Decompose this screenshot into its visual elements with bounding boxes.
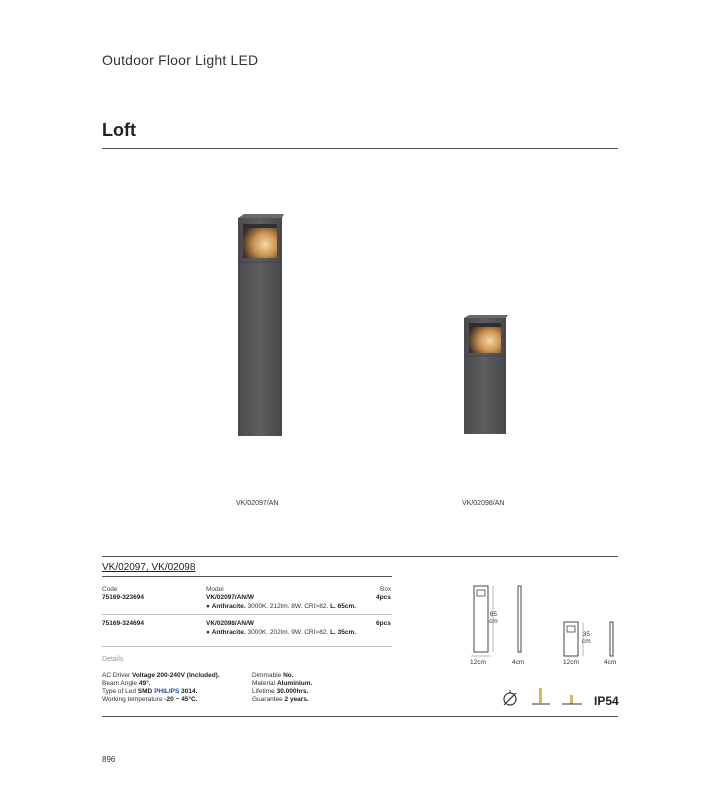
detail-label: Type of Led <box>102 688 136 695</box>
bullet-dot: ● <box>206 603 212 610</box>
detail-value: SMD <box>137 688 153 695</box>
series-title: Loft <box>102 120 136 140</box>
detail-value: Aluminium. <box>276 680 313 687</box>
short-height-value: 35 <box>582 631 590 638</box>
row-length-label: L. <box>330 603 336 610</box>
detail-label: Working temperature <box>102 696 163 703</box>
detail-dimmable <box>252 672 294 679</box>
row-length: 65cm. <box>337 603 357 610</box>
ip-rating-badge: IP54 <box>594 694 619 708</box>
short-width-label: 12cm <box>563 659 579 666</box>
row-model: VK/02097/AN/W <box>206 594 255 601</box>
detail-material <box>252 680 312 687</box>
row-length-label: L. <box>330 629 336 636</box>
product-caption-short: VK/02098/AN <box>462 500 505 507</box>
detail-led-type <box>102 688 197 695</box>
short-height-label <box>582 631 591 645</box>
row-model: VK/02098/AN/W <box>206 620 255 627</box>
row-code: 75169-324694 <box>102 620 144 627</box>
detail-value: No. <box>283 672 294 679</box>
tall-height-unit: cm <box>489 618 498 625</box>
code-column-header: Code <box>102 586 118 593</box>
detail-label: Material <box>252 680 276 687</box>
row-box: 4pcs <box>376 594 391 601</box>
row-specs: 3000K. 202lm. 9W. CRI>82. <box>247 629 329 636</box>
row-description <box>206 629 356 636</box>
spec-title-divider <box>102 576 392 577</box>
detail-label: Beam Angle <box>102 680 138 687</box>
spec-section-title: VK/02097, VK/02098 <box>102 562 196 573</box>
detail-label: Lifetime <box>252 688 275 695</box>
category-title: Outdoor Floor Light LED <box>102 52 259 68</box>
tall-width-label: 12cm <box>470 659 486 666</box>
product-caption-tall: VK/02097/AN <box>236 500 279 507</box>
detail-guarantee <box>252 696 309 703</box>
row-divider <box>102 614 392 615</box>
led-brand: PHILIPS <box>154 688 180 695</box>
floor-mount-icon <box>530 686 552 706</box>
detail-label: AC Driver <box>102 672 131 679</box>
page-number: 896 <box>102 755 116 764</box>
row-divider <box>102 646 392 647</box>
detail-value: 3014. <box>181 688 198 695</box>
detail-value: -20 ~ 45°C. <box>164 696 198 703</box>
box-column-header: Box <box>380 586 392 593</box>
row-finish: Anthracite. <box>211 603 246 610</box>
detail-driver <box>102 672 220 679</box>
short-depth-label: 4cm <box>604 659 617 666</box>
dimension-drawing-tall <box>466 582 536 658</box>
row-box: 6pcs <box>376 620 391 627</box>
spec-bottom-divider <box>102 716 618 717</box>
bullet-dot: ● <box>206 629 212 636</box>
ground-install-icon <box>560 692 584 706</box>
detail-label: Dimmable <box>252 672 282 679</box>
header-divider <box>102 148 618 149</box>
tall-depth-label: 4cm <box>512 659 525 666</box>
tall-height-label <box>489 611 498 625</box>
short-height-unit: cm <box>582 638 591 645</box>
detail-working-temp <box>102 696 198 703</box>
detail-value: 30.000hrs. <box>276 688 309 695</box>
detail-value: 2 years. <box>284 696 309 703</box>
product-image-tall <box>230 212 290 438</box>
row-description <box>206 603 356 610</box>
detail-value: 49°. <box>138 680 151 687</box>
detail-lifetime <box>252 688 308 695</box>
not-dimmable-icon <box>500 688 520 708</box>
spec-top-divider <box>102 556 618 557</box>
row-specs: 3000K. 212lm. 8W. CRI>82. <box>247 603 329 610</box>
product-image-short <box>458 312 514 436</box>
row-length: 35cm. <box>337 629 357 636</box>
model-column-header: Model <box>206 586 224 593</box>
detail-label: Guarantee <box>252 696 283 703</box>
tall-height-value: 65 <box>489 611 497 618</box>
detail-value: Voltage 200-240V (Included). <box>131 672 220 679</box>
row-code: 75169-323694 <box>102 594 144 601</box>
row-finish: Anthracite. <box>211 629 246 636</box>
detail-beam-angle <box>102 680 151 687</box>
details-label: Details <box>102 656 124 663</box>
